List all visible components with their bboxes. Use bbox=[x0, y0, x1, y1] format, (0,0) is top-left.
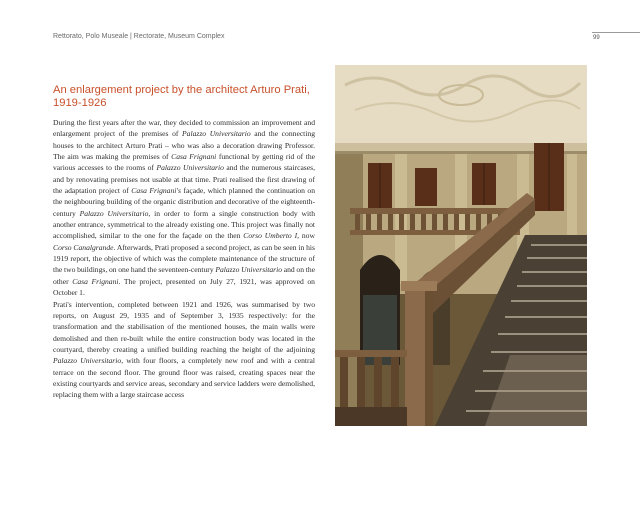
page-rule bbox=[592, 32, 640, 33]
text-run: functional by getting rid of the various accesses to the rooms of bbox=[53, 152, 315, 173]
text-run: and the numerous staircases, and by renovating premises not usable at that time. Prati realised the first drawing of the adaptation project of bbox=[53, 163, 315, 196]
italic-run: Palazzo Universitario bbox=[156, 163, 224, 173]
article-heading: An enlargement project by the architect Arturo Prati, 1919-1926 bbox=[53, 84, 310, 109]
running-head: Rettorato, Polo Museale | Rectorate, Museum Complex bbox=[53, 33, 225, 40]
text-run: During the first years after the war, they decided to commission an improvement and enlargement project of the premises of bbox=[53, 118, 315, 139]
italic-run: Casa Frignani bbox=[72, 276, 119, 286]
text-run: , with four floors, a completely new roof and with a central terrace on the second floor. The ground floor was raised, creating spaces near the existing courtyards and service areas, secondary and service ladders were demolished, replacing them with a large staircase access bbox=[53, 356, 315, 400]
italic-run: Casa Frignani bbox=[171, 152, 217, 162]
italic-run: Corso Umberto I bbox=[243, 231, 298, 241]
text-run: , now bbox=[297, 231, 315, 241]
text-run: Prati's intervention, completed between 1921 and 1926, was summarised by two reports, on August 29, 1935 and of September 3, 1935 respectively: for the transformation and the stabilisation of the mentioned houses, the main walls were demolished and then re-built while the entire construction body was located in the courtyard, thereby creating a unified building reaching the height of the adjoining bbox=[53, 299, 315, 354]
italic-run: Corso Canalgrande bbox=[53, 242, 114, 252]
text-run: and on the other bbox=[53, 265, 315, 286]
text-run: . The project, presented on July 27, 1921, was approved on October 1. bbox=[53, 276, 315, 298]
article-body bbox=[53, 117, 315, 401]
staircase-photo bbox=[335, 65, 587, 426]
italic-run: Palazzo Universitario bbox=[182, 129, 251, 139]
text-run: , in order to form a single construction body with another entrance, symmetrical to the already existing one. This project was finally not accomplished, similar to the one for the façade on the then bbox=[53, 208, 315, 241]
page-number: 99 bbox=[593, 35, 600, 41]
italic-run: Palazzo Universitario bbox=[215, 265, 283, 275]
italic-run: Palazzo Universitario bbox=[53, 356, 122, 366]
paragraph-2 bbox=[53, 299, 315, 401]
italic-run: Casa Frignani's bbox=[131, 186, 181, 196]
italic-run: Palazzo Universitario bbox=[79, 208, 149, 218]
text-run: façade, which planned the continuation on the neighbouring building of the organic distribution and decorative of the eighteenth-century bbox=[53, 186, 315, 218]
staircase-illustration bbox=[335, 65, 587, 426]
text-run: and the connecting houses to the architect Arturo Prati – who was also a decoration drawing Professor. The aim was making the premises of bbox=[53, 129, 316, 162]
text-run: . Afterwards, Prati proposed a second project, as can be seen in his 1919 report, the objective of which was the complete maintenance of the structure of the two buildings, on one hand the seventeen-century bbox=[53, 242, 316, 275]
door-center bbox=[415, 168, 437, 206]
paragraph-1 bbox=[53, 117, 315, 299]
